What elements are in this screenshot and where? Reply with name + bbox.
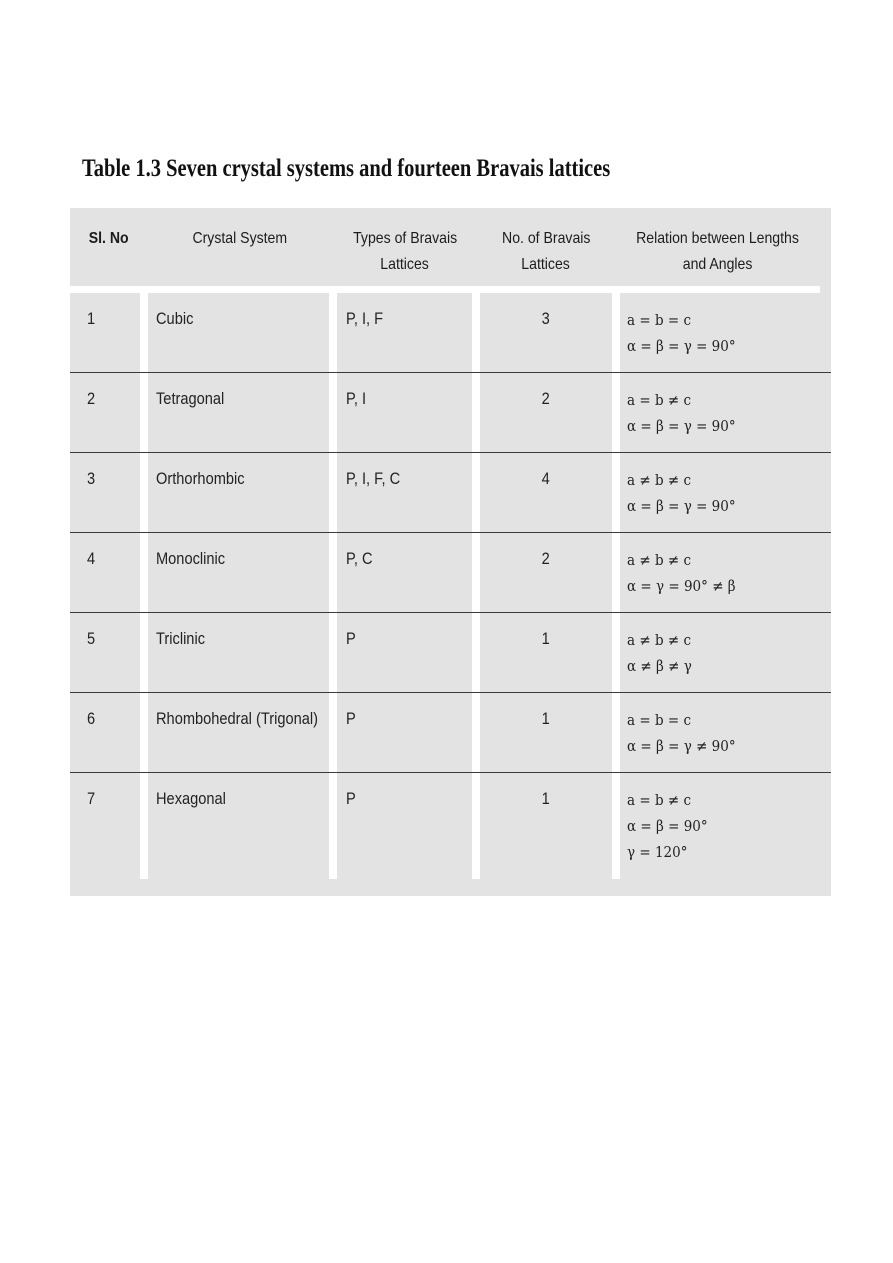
length-angle-relation: a = b ≠ c α = β = γ = 90° <box>627 391 736 435</box>
header-types: Types of Bravais Lattices <box>352 230 458 273</box>
length-angle-relation: a ≠ b ≠ c α ≠ β ≠ γ <box>627 631 692 675</box>
row-number: 7 <box>87 789 96 808</box>
row-number: 5 <box>87 629 96 648</box>
crystal-system-name: Orthorhombic <box>156 469 245 488</box>
lattice-types: P, I, F <box>346 309 384 328</box>
table-row <box>70 293 831 373</box>
lattice-count: 1 <box>541 789 551 808</box>
crystal-system-name: Monoclinic <box>156 549 226 568</box>
table-row <box>70 373 831 453</box>
lattice-types: P <box>346 789 356 808</box>
table-row <box>70 773 831 873</box>
table-row <box>70 453 831 533</box>
table-caption: Table 1.3 Seven crystal systems and fourteen Bravais lattices <box>82 155 611 182</box>
header-relation: Relation between Lengths and Angles <box>636 230 800 273</box>
lattice-types: P, I <box>346 389 367 408</box>
lattice-types: P <box>346 709 356 728</box>
crystal-system-name: Rhombohedral (Trigonal) <box>156 709 318 728</box>
lattice-types: P, I, F, C <box>346 469 401 488</box>
header-sl-no: Sl. No <box>89 230 129 247</box>
row-number: 3 <box>87 469 96 488</box>
crystal-system-name: Hexagonal <box>156 789 226 808</box>
lattice-count: 2 <box>541 549 551 568</box>
crystal-systems-table <box>70 208 831 896</box>
length-angle-relation: a ≠ b ≠ c α = β = γ = 90° <box>627 471 736 515</box>
lattice-types: P, C <box>346 549 373 568</box>
header-divider <box>70 286 820 293</box>
row-number: 1 <box>87 309 96 328</box>
table-header <box>70 208 831 292</box>
lattice-count: 4 <box>541 469 551 488</box>
header-number: No. of Bravais Lattices <box>501 230 591 273</box>
lattice-count: 3 <box>541 309 551 328</box>
table-row <box>70 613 831 693</box>
length-angle-relation: a = b = c α = β = γ = 90° <box>627 311 736 355</box>
lattice-count: 1 <box>541 709 551 728</box>
header-crystal-system: Crystal System <box>192 230 288 247</box>
table-row <box>70 693 831 773</box>
table-body <box>70 293 831 873</box>
crystal-system-name: Tetragonal <box>156 389 225 408</box>
length-angle-relation: a = b ≠ c α = β = 90° γ = 120° <box>627 791 708 861</box>
crystal-system-name: Cubic <box>156 309 194 328</box>
lattice-types: P <box>346 629 356 648</box>
row-number: 6 <box>87 709 96 728</box>
row-number: 2 <box>87 389 96 408</box>
lattice-count: 1 <box>541 629 551 648</box>
length-angle-relation: a ≠ b ≠ c α = γ = 90° ≠ β <box>627 551 736 595</box>
row-number: 4 <box>87 549 96 568</box>
length-angle-relation: a = b = c α = β = γ ≠ 90° <box>627 711 736 755</box>
table-row <box>70 533 831 613</box>
crystal-system-name: Triclinic <box>156 629 206 648</box>
lattice-count: 2 <box>541 389 551 408</box>
